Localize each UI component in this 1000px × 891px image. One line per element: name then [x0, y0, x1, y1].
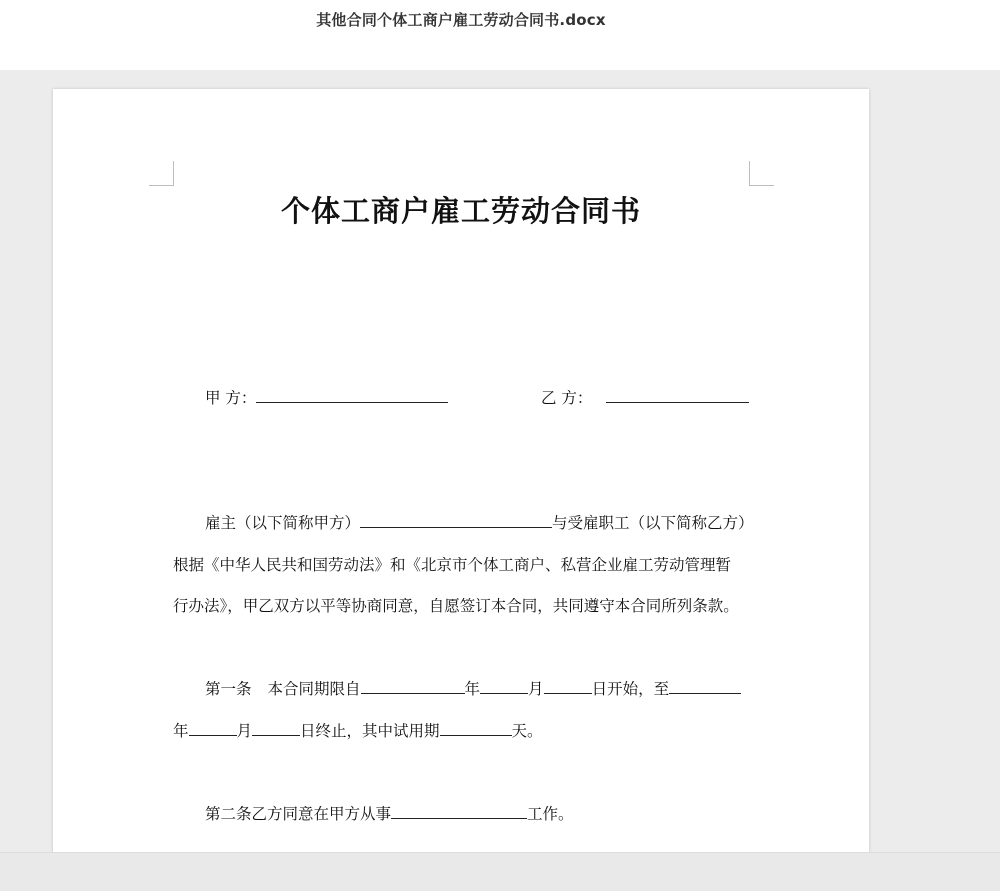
- start-month-blank[interactable]: [480, 679, 528, 694]
- job-title-blank[interactable]: [391, 804, 527, 819]
- article-2-line: [205, 802, 574, 824]
- article-1-text-start: 本合同期限自: [267, 680, 361, 698]
- probation-days-blank[interactable]: [440, 721, 512, 736]
- paragraph-1-line-3: 行办法》，甲乙双方以平等协商同意，自愿签订本合同，共同遵守本合同所列条款。: [173, 597, 739, 615]
- article-1-label: 第一条: [205, 680, 252, 698]
- year-label: 年: [464, 680, 481, 698]
- article-2-suffix: 工作。: [527, 805, 574, 823]
- paragraph-1-line-2: 根据《中华人民共和国劳动法》和《北京市个体工商户、私营企业雇工劳动管理暂: [173, 556, 732, 574]
- document-page[interactable]: [53, 89, 869, 852]
- margin-corner-marker-top-right: [749, 161, 774, 186]
- paragraph-1-line-1: [205, 511, 754, 533]
- start-day-blank[interactable]: [544, 679, 592, 694]
- article-1-line-2: [173, 719, 543, 741]
- party-a-blank[interactable]: [256, 388, 448, 403]
- status-strip: [0, 852, 1000, 891]
- days-label: 天。: [511, 722, 543, 740]
- article-1-line-1: [205, 677, 741, 699]
- party-b-blank[interactable]: [606, 388, 749, 403]
- end-suffix-text: 日终止，其中试用期: [300, 722, 440, 740]
- end-day-blank[interactable]: [252, 721, 300, 736]
- end-year-blank[interactable]: [669, 679, 741, 694]
- month-label: 月: [528, 680, 544, 698]
- party-b-line: [541, 386, 749, 408]
- employer-intro-text: 雇主（以下简称甲方）: [205, 514, 361, 532]
- document-filename: 其他合同个体工商户雇工劳动合同书.docx: [316, 11, 606, 29]
- end-month-blank[interactable]: [189, 721, 237, 736]
- start-suffix-text: 日开始，至: [591, 680, 670, 698]
- party-b-label: 乙 方：: [541, 389, 593, 407]
- employee-intro-text: 与受雇职工（以下简称乙方）: [552, 514, 754, 532]
- article-2-text: 第二条乙方同意在甲方从事: [205, 805, 392, 823]
- party-a-label: 甲 方：: [205, 389, 257, 407]
- party-a-line: [205, 386, 448, 408]
- employer-name-blank[interactable]: [360, 513, 552, 528]
- document-heading: 个体工商户雇工劳动合同书: [280, 194, 641, 228]
- margin-corner-marker-top-left: [149, 161, 174, 186]
- month-label-2: 月: [236, 722, 253, 740]
- year-label-2: 年: [173, 722, 189, 740]
- start-year-blank[interactable]: [361, 679, 465, 694]
- title-bar: [0, 0, 1000, 70]
